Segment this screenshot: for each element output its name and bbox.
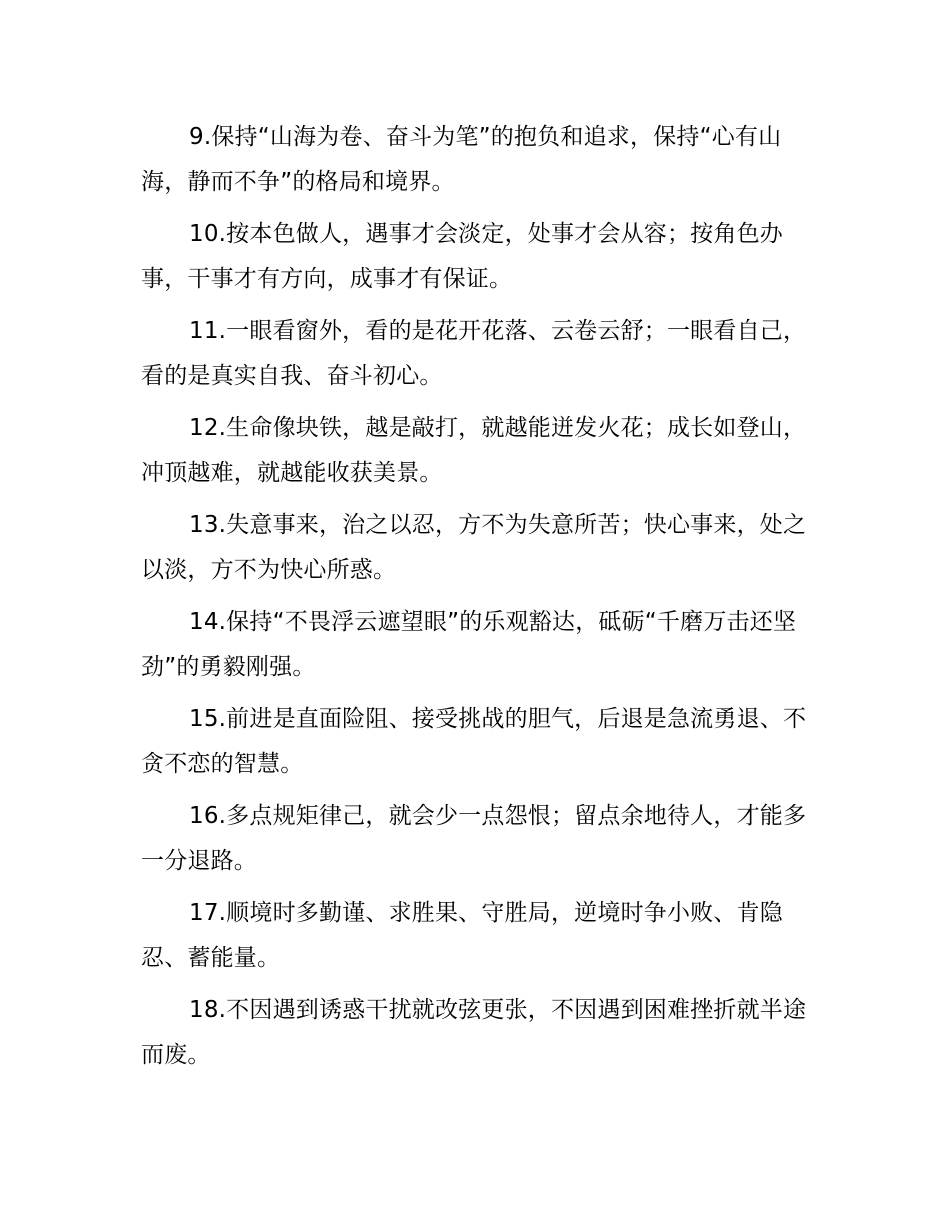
paragraph-15: 15.前进是直面险阻、接受挑战的胆气，后退是急流勇退、不贪不恋的智慧。	[141, 706, 807, 777]
paragraph-17: 17.顺境时多勤谨、求胜果、守胜局，逆境时争小败、肯隐忍、蓄能量。	[141, 900, 783, 971]
paragraph-12: 12.生命像块铁，越是敲打，就越能迸发火花；成长如登山，冲顶越难，就越能收获美景。	[141, 415, 807, 486]
paragraph-10: 10.按本色做人，遇事才会淡定，处事才会从容；按角色办事，干事才有方向，成事才有保证。	[141, 221, 783, 292]
paragraph-11: 11.一眼看窗外，看的是花开花落、云卷云舒；一眼看自己，看的是真实自我、奋斗初心。	[141, 318, 807, 389]
paragraph-14: 14.保持“不畏浮云遮望眼”的乐观豁达，砥砺“千磨万击还坚劲”的勇毅刚强。	[141, 609, 797, 680]
paragraph-9: 9.保持“山海为卷、奋斗为笔”的抱负和追求，保持“心有山海，静而不争”的格局和境界。	[141, 124, 782, 195]
paragraph-18: 18.不因遇到诱惑干扰就改弦更张，不因遇到困难挫折就半途而废。	[141, 997, 807, 1068]
paragraph-16: 16.多点规矩律己，就会少一点怨恨；留点余地待人，才能多一分退路。	[141, 803, 807, 874]
document-body	[141, 115, 825, 1085]
paragraph-13: 13.失意事来，治之以忍，方不为失意所苦；快心事来，处之以淡，方不为快心所惑。	[141, 512, 807, 583]
